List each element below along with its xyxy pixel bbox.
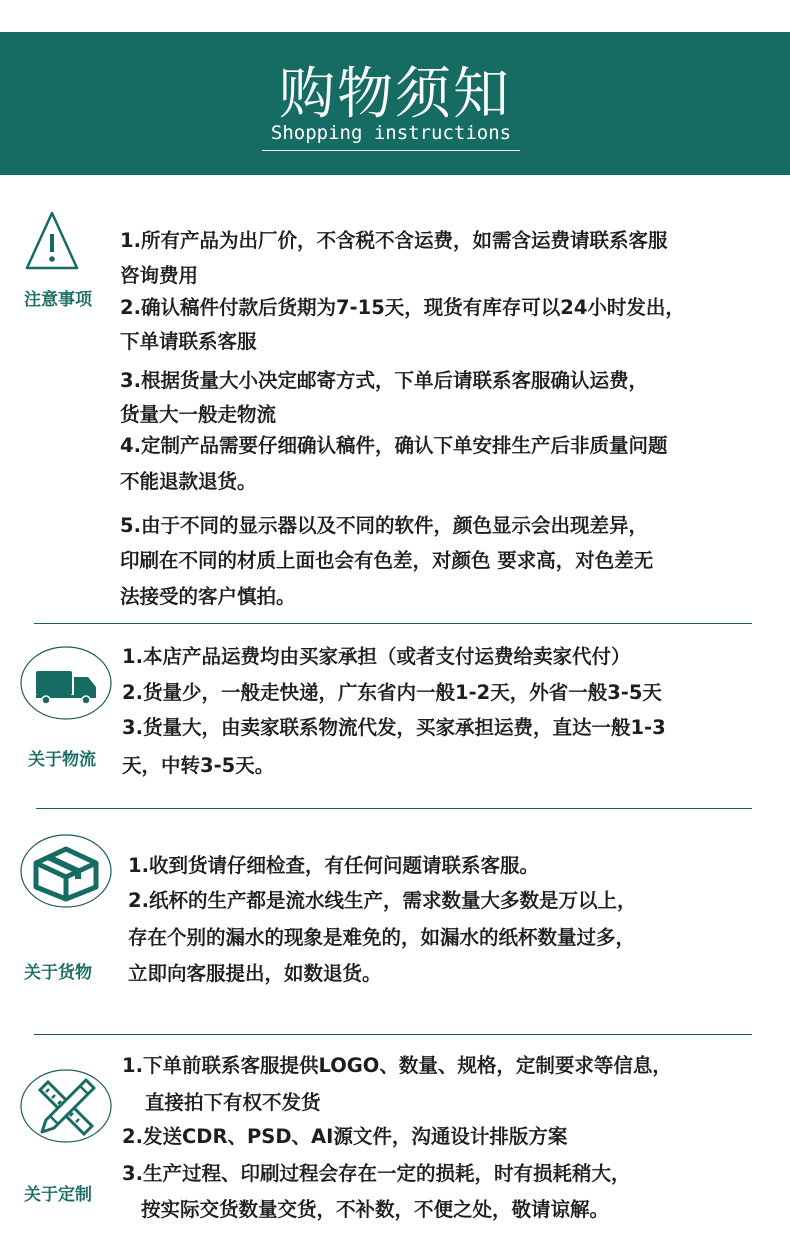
customization-line: 3.生产过程、印刷过程会存在一定的损耗，时有损耗稍大， [122,1162,631,1185]
notice-line: 1.所有产品为出厂价，不含税不含运费，如需含运费请联系客服 [120,229,668,252]
section-label-customization: 关于定制 [24,1185,92,1205]
section-label-logistics: 关于物流 [28,750,96,770]
truck-icon [20,645,112,721]
notice-line: 法接受的客户慎拍。 [120,585,296,608]
logistics-line: 天，中转3-5天。 [122,754,275,777]
notice-line: 不能退款退货。 [120,470,257,493]
box-icon [20,833,112,909]
customization-line: 直接拍下有权不发货 [145,1091,321,1114]
notice-line: 货量大一般走物流 [120,403,277,426]
notice-line: 4.定制产品需要仔细确认稿件，确认下单安排生产后非质量问题 [120,434,668,457]
section-label-goods: 关于货物 [24,963,92,983]
notice-line: 2.确认稿件付款后货期为7-15天，现货有库存可以24小时发出， [120,296,685,319]
logistics-line: 1.本店产品运费均由买家承担（或者支付运费给卖家代付） [122,645,631,668]
goods-line: 1.收到货请仔细检查，有任何问题请联系客服。 [128,854,539,877]
goods-line: 立即向客服提出，如数退货。 [128,962,382,985]
section-divider [34,1034,752,1035]
goods-line: 存在个别的漏水的现象是难免的，如漏水的纸杯数量过多， [128,926,636,949]
logistics-line: 3.货量大，由卖家联系物流代发，买家承担运费，直达一般1-3 [122,716,666,739]
notice-line: 5.由于不同的显示器以及不同的软件，颜色显示会出现差异， [120,514,648,537]
notice-line: 咨询费用 [120,264,199,287]
page-title: 购物须知 [279,62,511,127]
notice-line: 下单请联系客服 [120,330,257,353]
warning-icon [24,210,80,272]
goods-line: 2.纸杯的生产都是流水线生产，需求数量大多数是万以上， [128,889,637,912]
section-divider [36,808,752,809]
customization-line: 按实际交货数量交货，不补数，不便之处，敬请谅解。 [141,1198,610,1221]
notice-line: 印刷在不同的材质上面也会有色差，对颜色 要求高，对色差无 [120,549,654,572]
logistics-line: 2.货量少，一般走快递，广东省内一般1-2天，外省一般3-5天 [122,681,662,704]
section-divider [34,623,752,624]
page-subtitle: Shopping instructions [262,122,520,151]
customization-line: 2.发送CDR、PSD、AI源文件，沟通设计排版方案 [122,1125,568,1148]
section-label-notice: 注意事项 [24,290,92,310]
pencil-ruler-icon [20,1068,112,1144]
customization-line: 1.下单前联系客服提供LOGO、数量、规格，定制要求等信息， [122,1054,672,1077]
notice-line: 3.根据货量大小决定邮寄方式，下单后请联系客服确认运费， [120,369,648,392]
